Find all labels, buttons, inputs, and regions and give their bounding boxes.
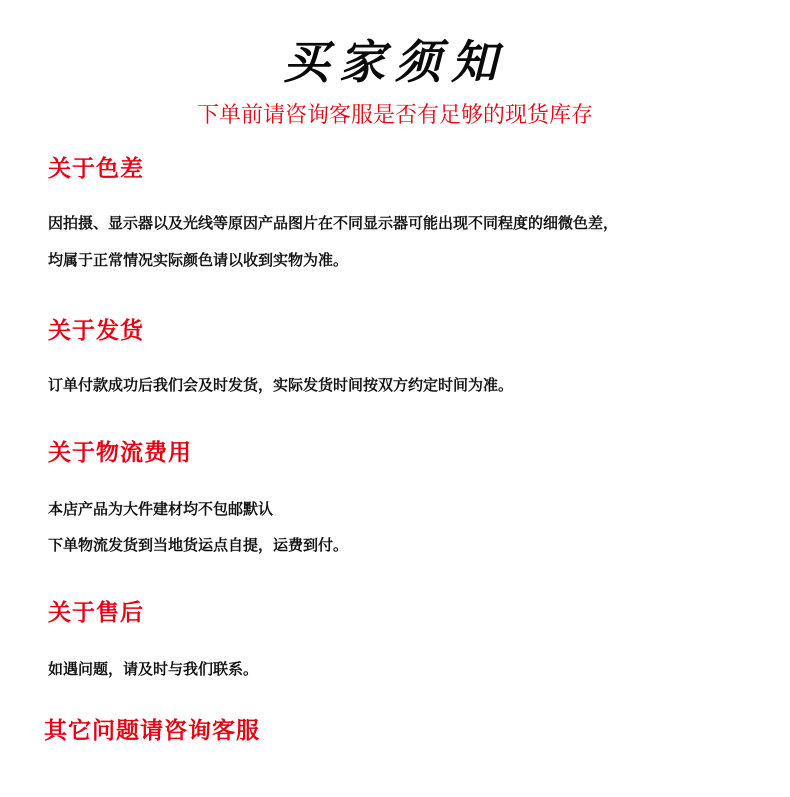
page-title: 买家须知 <box>283 35 507 89</box>
color-difference-text-2: 均属于正常情况实际颜色请以收到实物为准。 <box>48 251 349 269</box>
heading-after-sales: 关于售后 <box>48 600 144 626</box>
heading-shipping: 关于发货 <box>48 318 144 344</box>
logistics-fee-text-2: 下单物流发货到当地货运点自提，运费到付。 <box>48 536 349 554</box>
shipping-text-1: 订单付款成功后我们会及时发货，实际发货时间按双方约定时间为准。 <box>48 376 514 394</box>
color-difference-text-1: 因拍摄、显示器以及光线等原因产品图片在不同显示器可能出现不同程度的细微色差， <box>48 214 619 232</box>
page-subtitle: 下单前请咨询客服是否有足够的现货库存 <box>196 103 593 128</box>
heading-color-difference: 关于色差 <box>48 156 144 182</box>
footer-contact-service: 其它问题请咨询客服 <box>44 718 260 744</box>
heading-logistics-fee: 关于物流费用 <box>48 440 192 466</box>
logistics-fee-text-1: 本店产品为大件建材均不包邮默认 <box>48 500 274 518</box>
after-sales-text-1: 如遇问题，请及时与我们联系。 <box>48 660 259 678</box>
